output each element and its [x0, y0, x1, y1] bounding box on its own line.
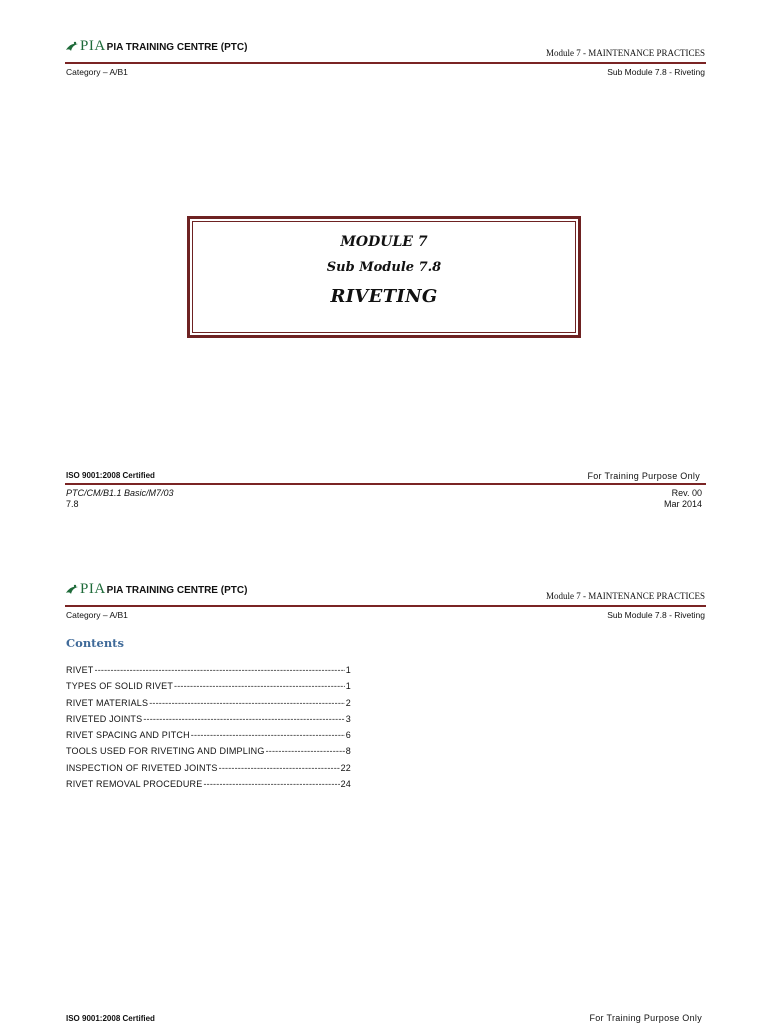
- pia-logo: [65, 39, 247, 53]
- toc-label: RIVET: [66, 665, 94, 675]
- toc-page: 6: [345, 730, 351, 741]
- toc-page: 8: [345, 746, 351, 757]
- pia-logo: [65, 582, 247, 596]
- toc-entry[interactable]: [66, 779, 351, 795]
- toc-entry[interactable]: [66, 714, 351, 730]
- contents-heading: Contents: [66, 636, 124, 650]
- toc-label: TYPES OF SOLID RIVET: [66, 681, 174, 692]
- revision-date: Mar 2014: [663, 499, 702, 509]
- toc-leader: [203, 779, 339, 789]
- toc-label: RIVETED JOINTS: [66, 713, 143, 724]
- sub-module-number: Sub Module 7.8: [326, 260, 442, 275]
- section-number: 7.8: [66, 499, 79, 509]
- toc-label: INSPECTION OF RIVETED JOINTS: [66, 762, 218, 773]
- logo-text: PIA: [80, 38, 106, 54]
- toc-entry[interactable]: [66, 665, 351, 681]
- toc-page: 3: [345, 713, 351, 724]
- toc-leader: [219, 763, 340, 773]
- module-number: MODULE 7: [340, 234, 428, 250]
- doc-code: PTC/CM/B1.1 Basic/M7/03: [66, 488, 174, 498]
- submodule-label: Sub Module 7.8 - Riveting: [607, 610, 705, 620]
- toc-leader: [149, 698, 345, 708]
- pia-bird-icon: [65, 41, 79, 53]
- org-name: PIA TRAINING CENTRE (PTC): [106, 42, 248, 53]
- toc-leader: [191, 730, 345, 740]
- toc-page: 1: [345, 665, 351, 675]
- iso-certified: ISO 9001:2008 Certified: [66, 1014, 155, 1023]
- toc-entry[interactable]: [66, 698, 351, 714]
- submodule-label: Sub Module 7.8 - Riveting: [607, 67, 705, 77]
- toc-entry[interactable]: [66, 763, 351, 779]
- toc-page: 2: [345, 697, 351, 708]
- module-title: Module 7 - MAINTENANCE PRACTICES: [546, 591, 705, 601]
- revision: Rev. 00: [671, 488, 702, 498]
- toc-leader: [266, 746, 345, 756]
- training-purpose: For Training Purpose Only: [589, 1013, 702, 1023]
- toc-entry[interactable]: [66, 681, 351, 697]
- pia-bird-icon: [65, 584, 79, 596]
- org-name: PIA TRAINING CENTRE (PTC): [106, 585, 248, 596]
- logo-text: PIA: [80, 581, 106, 597]
- title-box: [187, 216, 581, 338]
- table-of-contents: [66, 665, 351, 795]
- toc-leader: [95, 665, 345, 675]
- toc-page: 22: [340, 762, 351, 773]
- toc-leader: [174, 681, 345, 691]
- toc-label: RIVET SPACING AND PITCH: [66, 730, 190, 741]
- toc-label: RIVET REMOVAL PROCEDURE: [66, 779, 203, 790]
- header-rule: [65, 605, 706, 607]
- toc-page: 1: [345, 681, 351, 692]
- category-label: Category – A/B1: [66, 610, 128, 620]
- category-label: Category – A/B1: [66, 67, 128, 77]
- toc-entry[interactable]: [66, 730, 351, 746]
- toc-entry[interactable]: [66, 746, 351, 762]
- toc-label: RIVET MATERIALS: [66, 697, 149, 708]
- toc-label: TOOLS USED FOR RIVETING AND DIMPLING: [66, 746, 265, 757]
- footer-rule: [65, 483, 706, 485]
- topic-title: RIVETING: [330, 286, 438, 307]
- toc-page: 24: [340, 779, 351, 790]
- training-purpose: For Training Purpose Only: [587, 471, 700, 481]
- toc-leader: [143, 714, 344, 724]
- header-rule: [65, 62, 706, 64]
- module-title: Module 7 - MAINTENANCE PRACTICES: [546, 48, 705, 58]
- iso-certified: ISO 9001:2008 Certified: [66, 471, 155, 480]
